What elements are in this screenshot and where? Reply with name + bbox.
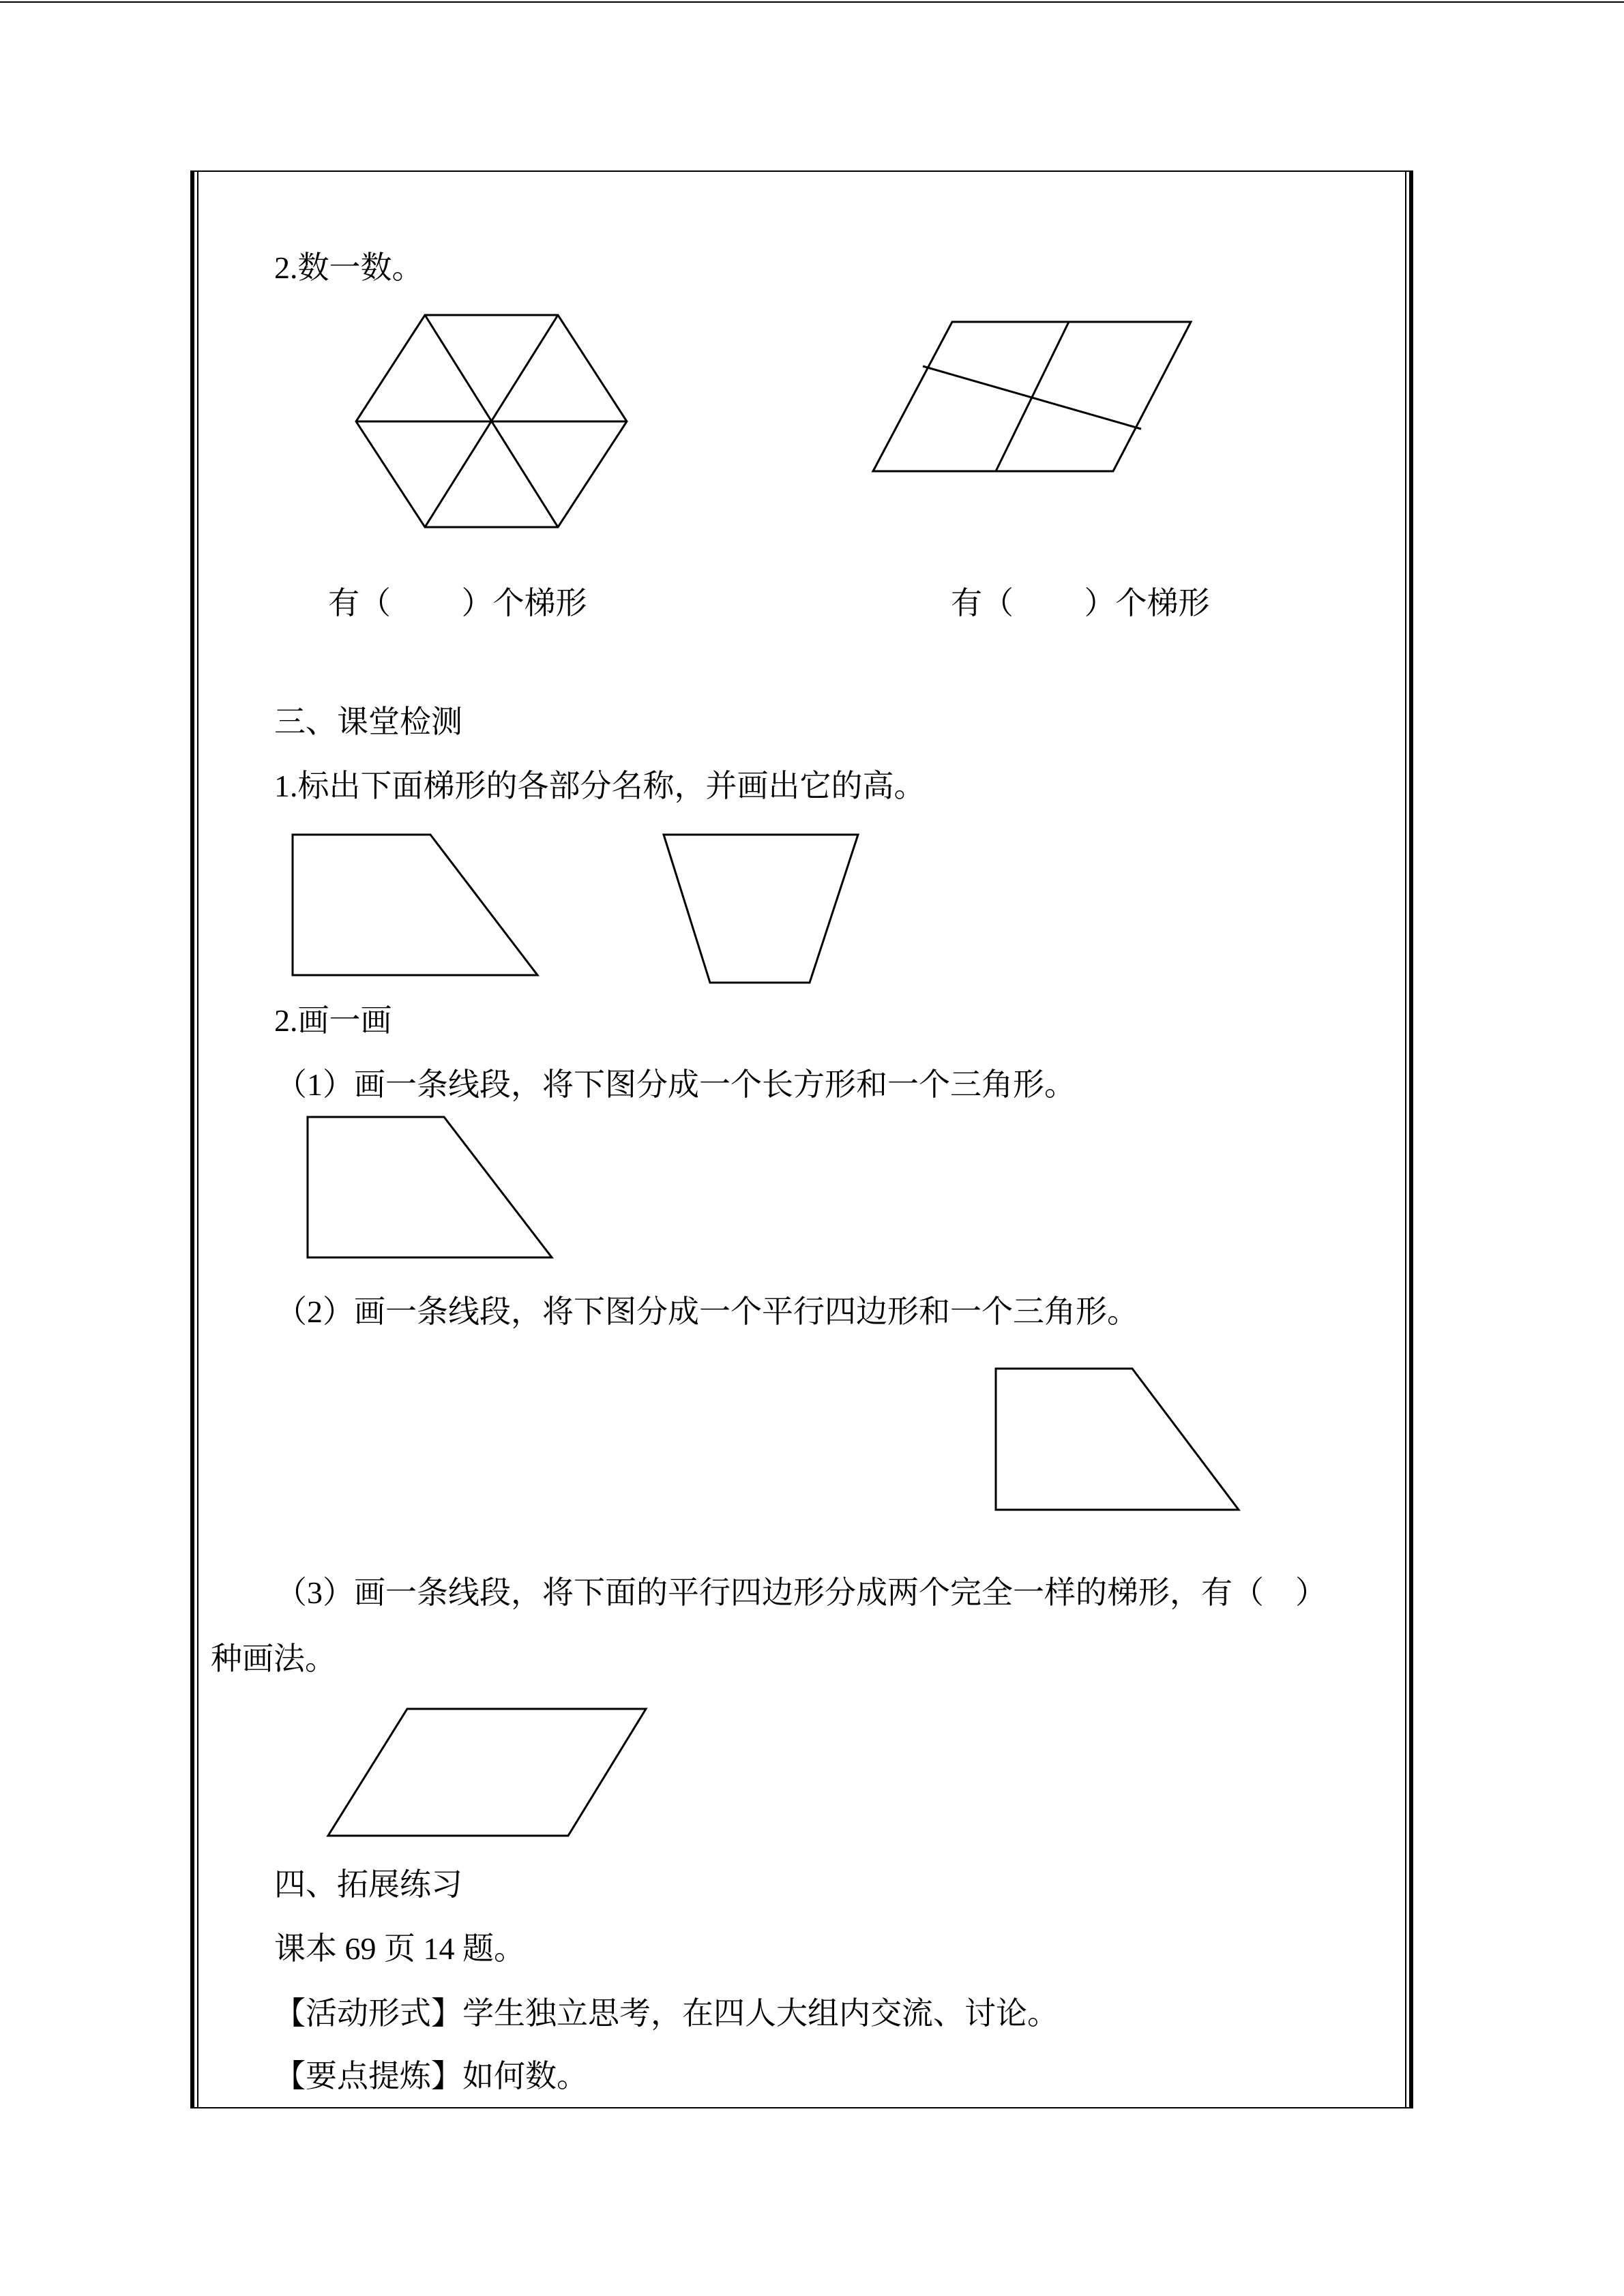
count-heading: 2.数一数。 [274, 250, 424, 285]
check-heading: 三、课堂检测 [274, 704, 462, 739]
right-trapezoid-figure-1 [293, 835, 537, 975]
parallelogram-inner-slant-line [996, 322, 1069, 471]
parallelogram-figure-2 [328, 1709, 646, 1836]
question-2: 2.画一画 [274, 1003, 392, 1038]
question-2-part-1: （1）画一条线段，将下图分成一个长方形和一个三角形。 [276, 1067, 1076, 1102]
divided-parallelogram-figure [873, 322, 1191, 471]
question-2-part-3-line-2: 种画法。 [211, 1641, 336, 1676]
right-trapezoid-figure-3 [996, 1369, 1239, 1510]
hexagon-figure [356, 315, 627, 527]
isosceles-trapezoid-figure [664, 835, 858, 983]
extend-heading: 四、拓展练习 [274, 1867, 462, 1902]
hexagon-answer-blank: 有（ ）个梯形 [328, 586, 587, 621]
parallelogram-inner-cross-line [923, 366, 1141, 429]
parallelogram-answer-blank: 有（ ）个梯形 [951, 586, 1210, 621]
question-1: 1.标出下面梯形的各部分名称，并画出它的高。 [274, 769, 926, 803]
question-2-part-2: （2）画一条线段，将下图分成一个平行四边形和一个三角形。 [276, 1294, 1138, 1329]
textbook-task: 课本 69 页 14 题。 [274, 1931, 525, 1966]
key-points: 【要点提炼】如何数。 [274, 2059, 588, 2093]
activity-form: 【活动形式】学生独立思考，在四人大组内交流、讨论。 [274, 1996, 1059, 2031]
question-2-part-3-line-1: （3）画一条线段，将下面的平行四边形分成两个完全一样的梯形，有（ ） [276, 1575, 1327, 1610]
right-trapezoid-figure-2 [308, 1117, 552, 1257]
